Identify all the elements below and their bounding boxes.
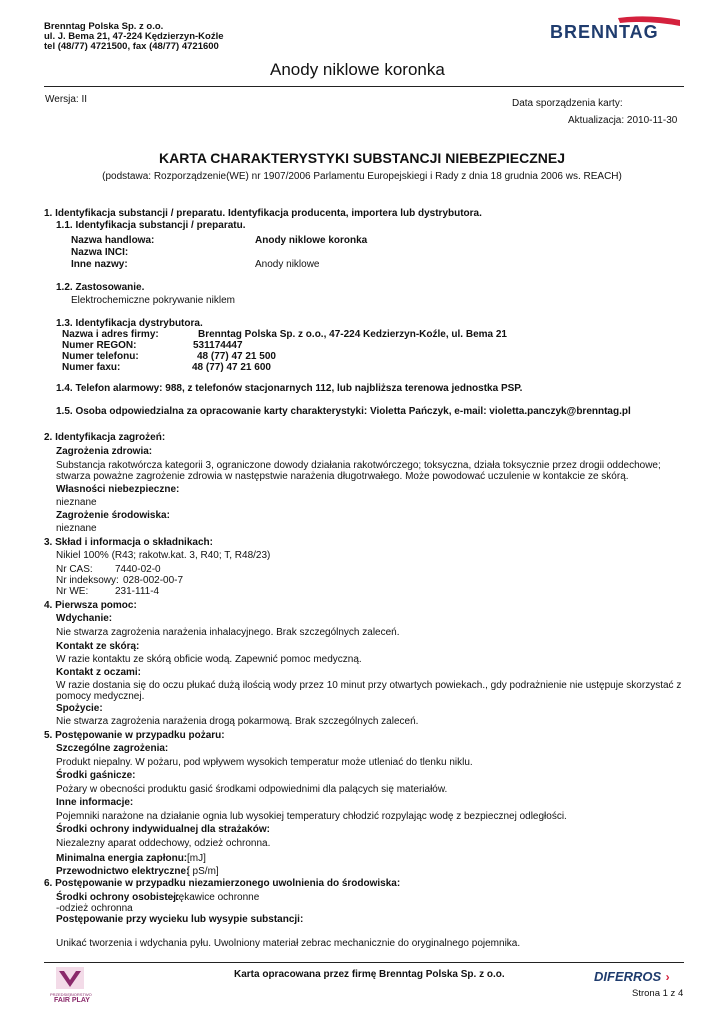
fair-play-text: FAIR PLAY bbox=[54, 997, 90, 1004]
ppe-value: Niezalezny aparat oddechowy, odzież ochronna. bbox=[56, 838, 271, 849]
company-address: ul. J. Bema 21, 47-224 Kędzierzyn-Koźle bbox=[44, 31, 224, 42]
inhalation-value: Nie stwarza zagrożenia narażenia inhalacyjnego. Brak szczególnych zaleceń. bbox=[56, 627, 400, 638]
document-title: KARTA CHARAKTERYSTYKI SUBSTANCJI NIEBEZPIECZNEJ bbox=[158, 150, 566, 166]
ingestion-label: Spożycie: bbox=[56, 703, 103, 714]
version: Wersja: II bbox=[45, 94, 88, 105]
env-value: nieznane bbox=[56, 523, 97, 534]
eyes-line-1: W razie dostania się do oczu płukać dużą ilością wody przez 10 minut przy otwartych powiekach., gdy podrażnienie nie ustępuje skorzystać z bbox=[56, 680, 682, 691]
regon-value: 531174447 bbox=[193, 340, 243, 351]
ppe-label: Środki ochrony indywidualnej dla strażaków: bbox=[56, 824, 270, 835]
use-value: Elektrochemiczne pokrywanie niklem bbox=[71, 295, 235, 306]
min-energy-label: Minimalna energia zapłonu: bbox=[56, 853, 188, 864]
inci-label: Nazwa INCI: bbox=[71, 247, 129, 258]
dangerous-label: Własności niebezpieczne: bbox=[56, 484, 180, 495]
other-info-label: Inne informacje: bbox=[56, 797, 134, 808]
min-energy-value: [mJ] bbox=[187, 853, 206, 864]
cas-label: Nr CAS: bbox=[56, 564, 93, 575]
legal-basis: (podstawa: Rozporządzenie(WE) nr 1907/2006 Parlamentu Europejskiegi i Rady z dnia 18 grudnia 2006 ws. REACH) bbox=[102, 171, 622, 182]
extinguish-label: Środki gaśnicze: bbox=[56, 770, 136, 781]
eyes-line-2: pomocy medycznej. bbox=[56, 691, 145, 702]
index-value: 028-002-00-7 bbox=[123, 575, 184, 586]
footer-divider bbox=[44, 962, 684, 963]
diferros-chevron-icon: › bbox=[665, 970, 670, 984]
extinguish-value: Pożary w obecności produktu gasić środkami odpowiednimi dla palących się materiałów. bbox=[56, 784, 448, 795]
s4-heading: 4. Pierwsza pomoc: bbox=[44, 600, 137, 611]
s1-1-heading: 1.1. Identyfikacja substancji / preparatu. bbox=[56, 220, 246, 231]
s2-heading: 2. Identyfikacja zagrożeń: bbox=[44, 432, 166, 443]
cas-value: 7440-02-0 bbox=[115, 564, 161, 575]
firm-value: Brenntag Polska Sp. z o.o., 47-224 Kedzierzyn-Koźle, ul. Bema 21 bbox=[198, 329, 507, 340]
fair-play-logo bbox=[50, 967, 90, 1009]
diferros-logo bbox=[594, 968, 670, 986]
trade-name-label: Nazwa handlowa: bbox=[71, 235, 155, 246]
brenntag-logo-text: BRENNTAG bbox=[550, 22, 659, 42]
phone-value: 48 (77) 47 21 500 bbox=[197, 351, 276, 362]
dangerous-value: nieznane bbox=[56, 497, 97, 508]
s1-heading: 1. Identyfikacja substancji / preparatu. Identyfikacja producenta, importera lub dystrybutora. bbox=[44, 208, 482, 219]
ingestion-value: Nie stwarza zagrożenia narażenia drogą pokarmową. Brak szczególnych zaleceń. bbox=[56, 716, 419, 727]
conductivity-label: Przewodnictwo elektryczne: bbox=[56, 866, 190, 877]
health-line-2: stwarza poważne zagrożenie zdrowia w następstwie narażenia długotrwałego. Może powodować uczulenie w kontakcie ze skórą. bbox=[56, 471, 629, 482]
product-title: Anody niklowe koronka bbox=[270, 60, 445, 79]
date-label: Data sporządzenia karty: bbox=[512, 98, 623, 109]
company-name: Brenntag Polska Sp. z o.o. bbox=[44, 21, 164, 32]
skin-value: W razie kontaktu ze skórą obficie wodą. Zapewnić pomoc medyczną. bbox=[56, 654, 362, 665]
firm-label: Nazwa i adres firmy: bbox=[62, 329, 159, 340]
update-date: Aktualizacja: 2010-11-30 bbox=[568, 115, 678, 126]
we-value: 231-111-4 bbox=[115, 586, 160, 597]
s1-3-heading: 1.3. Identyfikacja dystrybutora. bbox=[56, 318, 203, 329]
personal-protection-label: Środki ochrony osobistej: bbox=[56, 892, 180, 903]
fax-value: 48 (77) 47 21 600 bbox=[192, 362, 271, 373]
special-hazards-value: Produkt niepalny. W pożaru, pod wpływem wysokich temperatur może utleniać do tlenku niklu. bbox=[56, 757, 473, 768]
diferros-text: DIFERROS bbox=[594, 969, 662, 984]
conductivity-value: [ pS/m] bbox=[187, 866, 219, 877]
s1-2-heading: 1.2. Zastosowanie. bbox=[56, 282, 145, 293]
phone-label: Numer telefonu: bbox=[62, 351, 139, 362]
spill-value: Unikać tworzenia i wdychania pyłu. Uwolniony materiał zebrac mechanicznie do oryginalnego pojemnika. bbox=[56, 938, 521, 949]
inhalation-label: Wdychanie: bbox=[56, 613, 113, 624]
header-divider bbox=[44, 86, 684, 87]
page-number: Strona 1 z 4 bbox=[632, 988, 684, 999]
personal-protection-value-2: -odzież ochronna bbox=[56, 903, 133, 914]
fax-label: Numer faxu: bbox=[62, 362, 121, 373]
alarm-phone: 1.4. Telefon alarmowy: 988, z telefonów stacjonarnych 112, lub najbliższa terenowa jednostka PSP. bbox=[56, 383, 523, 394]
skin-label: Kontakt ze skórą: bbox=[56, 641, 140, 652]
brenntag-logo bbox=[548, 14, 680, 50]
other-names-label: Inne nazwy: bbox=[71, 259, 128, 270]
eyes-label: Kontakt z oczami: bbox=[56, 667, 142, 678]
composition: Nikiel 100% (R43; rakotw.kat. 3, R40; T, R48/23) bbox=[56, 550, 271, 561]
fair-play-small-text: PRZEDSIĘBIORSTWO bbox=[50, 992, 92, 997]
index-label: Nr indeksowy: bbox=[56, 575, 119, 586]
spill-label: Postępowanie przy wycieku lub wysypie substancji: bbox=[56, 914, 304, 925]
s5-heading: 5. Postępowanie w przypadku pożaru: bbox=[44, 730, 225, 741]
special-hazards-label: Szczególne zagrożenia: bbox=[56, 743, 169, 754]
other-names-value: Anody niklowe bbox=[255, 259, 320, 270]
personal-protection-value-1: -rękawice ochronne bbox=[172, 892, 260, 903]
s6-heading: 6. Postępowanie w przypadku niezamierzonego uwolnienia do środowiska: bbox=[44, 878, 401, 889]
health-line-1: Substancja rakotwórcza kategorii 3, ograniczone dowody działania rakotwórczego; toksyczna, działa toksycznie przez drogii oddechowe; bbox=[56, 460, 661, 471]
fair-play-emblem-icon bbox=[56, 967, 84, 991]
other-info-value: Pojemniki narażone na działanie ognia lub wysokiej temperatury chłodzić rozpylając wodę z bezpiecznej odległości. bbox=[56, 811, 567, 822]
trade-name-value: Anody niklowe koronka bbox=[255, 235, 368, 246]
company-phone: tel (48/77) 4721500, fax (48/77) 4721600 bbox=[44, 41, 219, 52]
s3-heading: 3. Skład i informacja o składnikach: bbox=[44, 537, 213, 548]
regon-label: Numer REGON: bbox=[62, 340, 137, 351]
responsible-person: 1.5. Osoba odpowiedzialna za opracowanie karty charakterystyki: Violetta Pańczyk, e-mail: violetta.panczyk@brenntag.pl bbox=[56, 406, 631, 417]
we-label: Nr WE: bbox=[56, 586, 89, 597]
health-label: Zagrożenia zdrowia: bbox=[56, 446, 153, 457]
env-label: Zagrożenie środowiska: bbox=[56, 510, 170, 521]
prepared-by: Karta opracowana przez firmę Brenntag Polska Sp. z o.o. bbox=[234, 969, 505, 980]
